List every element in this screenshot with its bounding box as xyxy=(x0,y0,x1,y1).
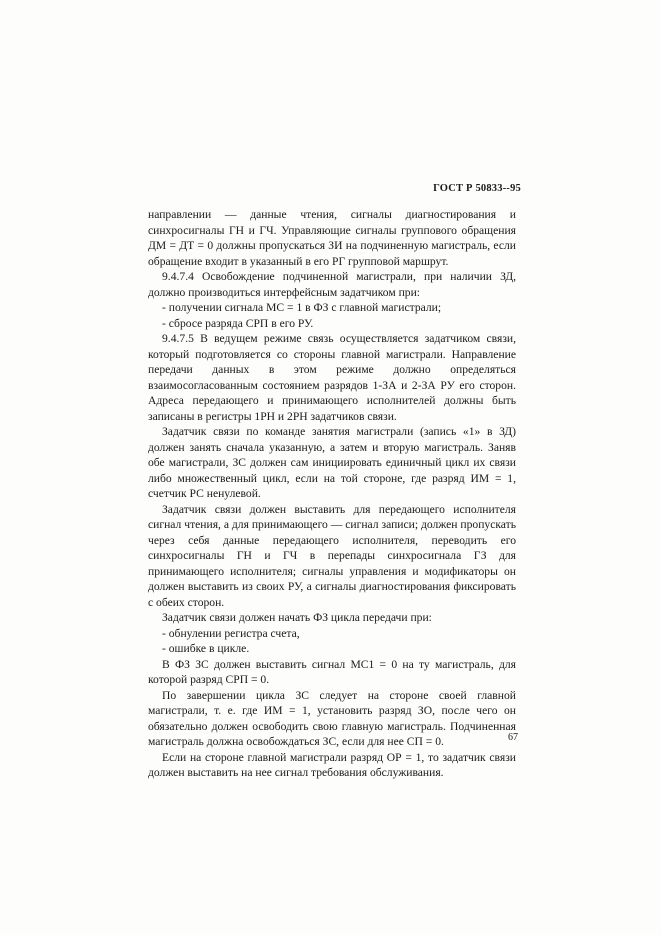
paragraph: Если на стороне главной магистрали разряд ОР = 1, то задатчик связи должен выставить на нее сигнал требования обслуживания. xyxy=(148,750,516,779)
page-number: 67 xyxy=(508,732,518,743)
paragraph-9-4-7-4: 9.4.7.4 Освобождение подчиненной магистрали, при наличии ЗД, должно производиться интерфейсным задатчиком при: xyxy=(148,270,516,299)
list-item: - обнулении регистра счета, xyxy=(162,626,300,640)
paragraph: По завершении цикла ЗС следует на стороне своей главной магистрали, т. е. где ИМ = 1, установить разряд ЗО, после чего он обязательно должен освободить свою главную магистраль. Подчиненная магистраль должна освобождаться ЗС, если для нее СП = 0. xyxy=(148,688,516,748)
paragraph: Задатчик связи должен начать ФЗ цикла передачи при: xyxy=(162,611,432,624)
list-item: - сбросе разряда СРП в его РУ. xyxy=(162,316,314,330)
paragraph: Задатчик связи должен выставить для передающего исполнителя сигнал чтения, а для принимающего — сигнал записи; должен пропускать через себя данные передающего исполнителя, переводить его синхросигналы ГН и ГЧ в перепады синхросигнала ГЗ для принимающего исполнителя; сигналы управления и модификаторы он должен выставить из своих РУ, а сигналы диагностирования фиксировать с обеих сторон. xyxy=(148,502,516,609)
paragraph: Задатчик связи по команде занятия магистрали (запись «1» в ЗД) должен занять сначала указанную, а затем и вторую магистраль. Заняв обе магистрали, ЗС должен сам инициировать единичный цикл их связи либо множественный цикл, если на той стороне, где разряд ИМ = 1, счетчик РС ненулевой. xyxy=(148,425,516,500)
standard-header: ГОСТ Р 50833--95 xyxy=(433,183,521,194)
paragraph-continuation: направлении — данные чтения, сигналы диагностирования и синхросигналы ГН и ГЧ. Управляющие сигналы группового обращения ДМ = ДТ = 0 должны пропускаться ЗИ на подчиненную магистраль, если обращение входит в указанный в его РГ групповой маршрут. xyxy=(148,208,516,268)
list-item: - получении сигнала МС = 1 в ФЗ с главной магистрали; xyxy=(162,301,442,314)
paragraph: В ФЗ ЗС должен выставить сигнал МС1 = 0 на ту магистраль, для которой разряд СРП = 0. xyxy=(148,657,516,686)
body-text xyxy=(148,207,516,781)
list-item: - ошибке в цикле. xyxy=(162,642,250,655)
paragraph-9-4-7-5: 9.4.7.5 В ведущем режиме связь осуществляется задатчиком связи, который подготовляется со стороны главной магистрали. Направление передачи данных в этом режиме должно определяться взаимосогласованным состоянием разрядов 1-ЗА и 2-ЗА РУ его сторон. Адреса передающего и принимающего исполнителей должны быть записаны в регистры 1РН и 2РН задатчиков связи. xyxy=(148,332,516,423)
